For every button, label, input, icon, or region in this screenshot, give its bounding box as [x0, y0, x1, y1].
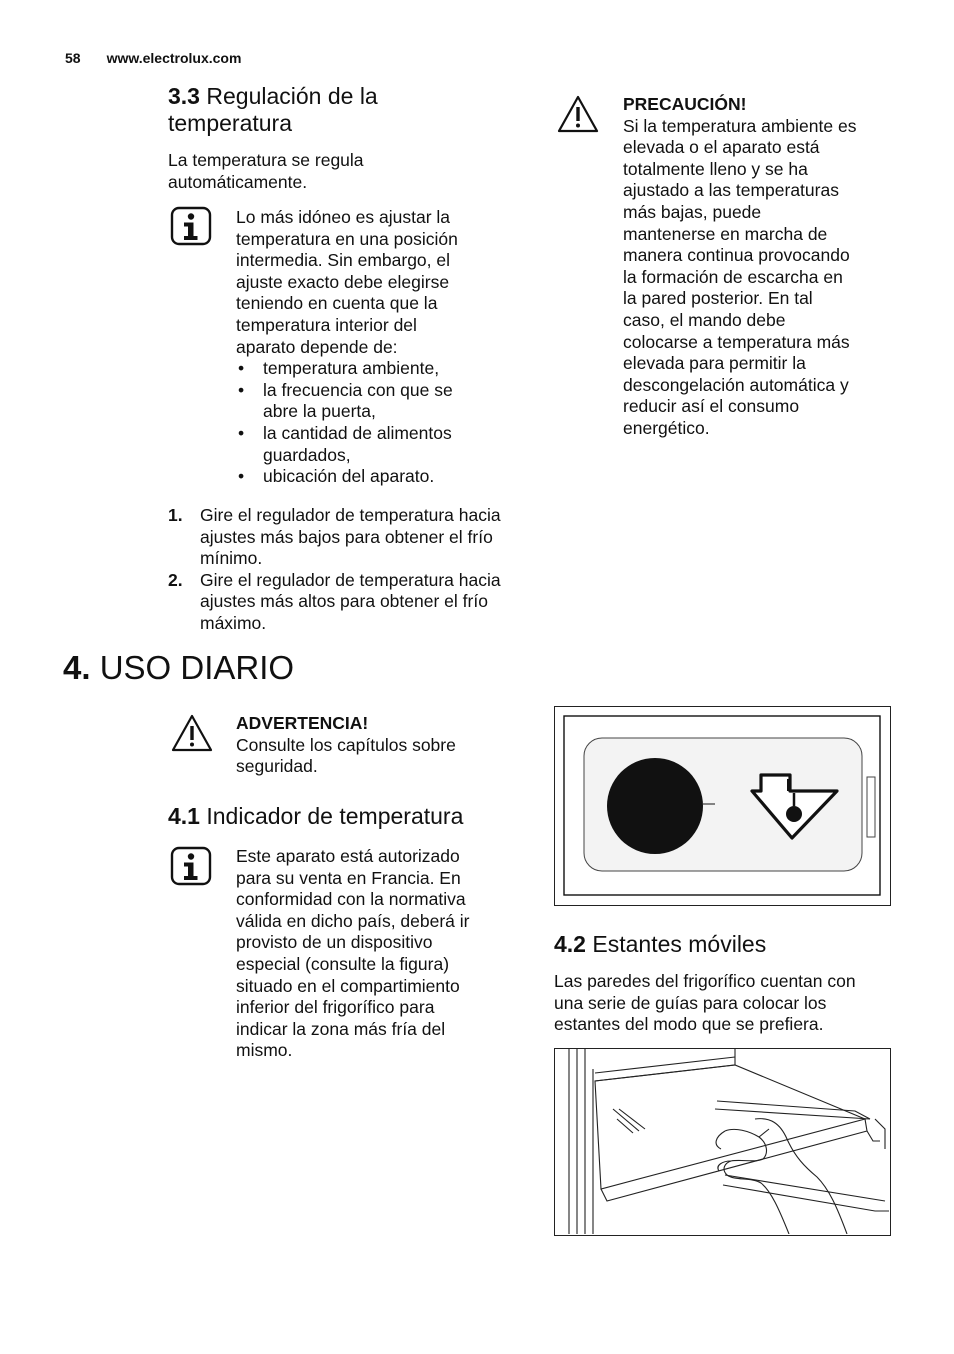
info-line: temperatura en una posición — [236, 228, 458, 249]
info-line: Lo más idóneo es ajustar la — [236, 207, 451, 227]
caution-line: la pared posterior. En tal — [623, 288, 813, 309]
chapter-title — [63, 649, 294, 687]
info-line: aparato depende de: — [236, 336, 398, 357]
chapter-title-text: USO DIARIO — [99, 649, 295, 686]
info-line: provisto de un dispositivo — [236, 932, 433, 953]
header-url[interactable]: www.electrolux.com — [106, 50, 242, 66]
indicator-illustration — [555, 707, 889, 904]
step-number: 2. — [168, 569, 183, 590]
intro-line: La temperatura se regula — [168, 150, 364, 170]
warning-note — [236, 713, 516, 778]
movable-shelves-figure — [554, 1048, 891, 1236]
info-note-3-3 — [236, 207, 516, 488]
caution-line: Si la temperatura ambiente es — [623, 115, 857, 136]
info-note-4-1 — [236, 846, 526, 1062]
section-4-2-text — [554, 971, 894, 1036]
list-item: • temperatura ambiente, — [236, 358, 516, 380]
info-line: Este aparato está autorizado — [236, 846, 460, 866]
caution-line: reducir así el consumo — [623, 396, 800, 417]
body-line: una serie de guías para colocar los — [554, 992, 827, 1013]
shelf-illustration — [555, 1049, 889, 1234]
caution-line: mantenerse en marcha de — [623, 223, 828, 244]
body-line: estantes del modo que se prefiera. — [554, 1014, 824, 1035]
section-title-text: Indicador de temperatura — [206, 803, 464, 829]
caution-line: ajustado a las temperaturas — [623, 180, 839, 201]
info-line: situado en el compartimiento — [236, 975, 460, 996]
list-item: • la cantidad de alimentos guardados, — [236, 423, 516, 466]
caution-line: totalmente lleno y se ha — [623, 158, 808, 179]
caution-line: la formación de escarcha en — [623, 266, 843, 287]
info-line: especial (consulte la figura) — [236, 953, 450, 974]
list-item: 2. Gire el regulador de temperatura hacia ajustes más altos para obtener el frío máximo. — [168, 569, 501, 633]
info-line: temperatura interior del — [236, 314, 417, 335]
indicator-dial — [607, 758, 703, 854]
section-3-3-title — [168, 83, 378, 137]
warning-triangle-icon — [556, 94, 600, 134]
info-icon — [170, 846, 212, 886]
warning-line: Consulte los capítulos sobre — [236, 734, 456, 755]
chapter-number: 4. — [63, 649, 91, 686]
section-3-3-intro — [168, 150, 364, 193]
info-line: ajuste exacto debe elegirse — [236, 271, 450, 292]
section-number: 3.3 — [168, 83, 200, 109]
body-line: Las paredes del frigorífico cuentan con — [554, 971, 856, 991]
info-icon — [170, 206, 212, 246]
caution-line: más bajas, puede — [623, 201, 762, 222]
warning-line: seguridad. — [236, 756, 318, 777]
caution-line: manera continua provocando — [623, 245, 850, 266]
info-line: inferior del frigorífico para — [236, 997, 435, 1018]
info-line: para su venta en Francia. En — [236, 867, 461, 888]
list-item: • ubicación del aparato. — [236, 466, 516, 488]
info-line: válida en dicho país, deberá ir — [236, 910, 470, 931]
info-line: mismo. — [236, 1040, 293, 1061]
list-item: • la frecuencia con que se abre la puerta, — [236, 380, 516, 423]
page-header — [65, 50, 241, 66]
page-number: 58 — [65, 50, 81, 66]
section-4-2-title — [554, 931, 766, 958]
section-4-1-title — [168, 803, 463, 830]
caution-line: elevada o el aparato está — [623, 137, 820, 158]
info-line: intermedia. Sin embargo, el — [236, 250, 450, 271]
caution-note — [623, 94, 893, 440]
caution-line: descongelación automática y — [623, 374, 849, 395]
caution-line: caso, el mando debe — [623, 309, 786, 330]
intro-line: automáticamente. — [168, 171, 308, 192]
caution-line: energético. — [623, 417, 710, 438]
info-line: teniendo en cuenta que la — [236, 293, 438, 314]
section-number: 4.1 — [168, 803, 200, 829]
caution-line: elevada para permitir la — [623, 353, 806, 374]
info-line: conformidad con la normativa — [236, 889, 466, 910]
info-line: indicar la zona más fría del — [236, 1018, 446, 1039]
warning-title: ADVERTENCIA! — [236, 713, 369, 733]
caution-title: PRECAUCIÓN! — [623, 94, 747, 114]
list-item: 1. Gire el regulador de temperatura hacia ajustes más bajos para obtener el frío mínimo. — [168, 505, 501, 569]
factor-list — [236, 358, 516, 488]
steps-list — [168, 505, 538, 635]
section-title-text: Estantes móviles — [592, 931, 767, 957]
caution-line: colocarse a temperatura más — [623, 331, 850, 352]
temperature-indicator-figure — [554, 706, 891, 906]
section-title-line: Regulación de la — [206, 83, 378, 109]
warning-triangle-icon — [170, 713, 214, 753]
step-number: 1. — [168, 505, 183, 525]
section-number: 4.2 — [554, 931, 586, 957]
section-title-line: temperatura — [168, 110, 293, 136]
